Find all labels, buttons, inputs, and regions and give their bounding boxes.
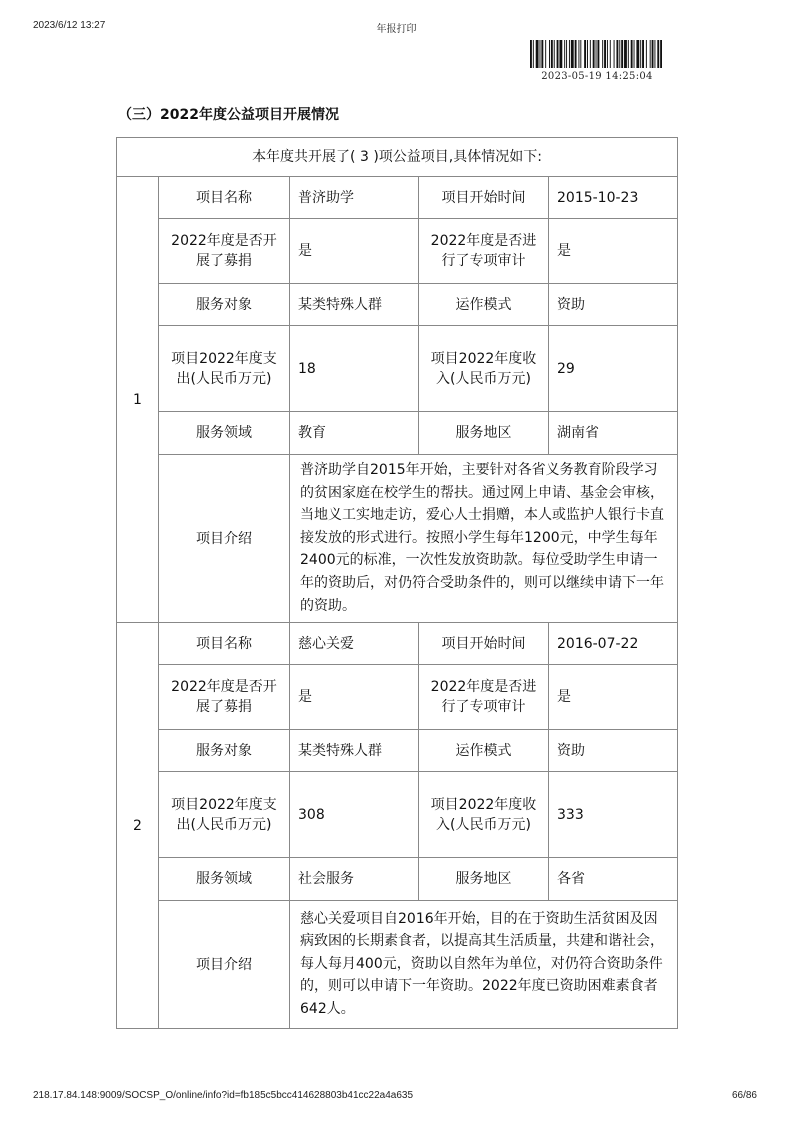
project-number: 1 bbox=[117, 177, 159, 623]
section-title: （三）2022年度公益项目开展情况 bbox=[118, 107, 339, 123]
label-income: 项目2022年度收入(人民币万元) bbox=[419, 326, 549, 412]
page-number: 66/86 bbox=[731, 1090, 757, 1101]
barcode-bar bbox=[593, 40, 595, 68]
barcode-bar bbox=[590, 40, 591, 68]
label-project-intro: 项目介绍 bbox=[159, 901, 290, 1029]
label-expense: 项目2022年度支出(人民币万元) bbox=[159, 326, 290, 412]
income-value: 333 bbox=[549, 772, 678, 858]
barcode-bar bbox=[587, 40, 588, 68]
service-target: 某类特殊人群 bbox=[290, 730, 419, 772]
barcode-bar bbox=[549, 40, 550, 68]
label-audit: 2022年度是否进行了专项审计 bbox=[419, 665, 549, 730]
label-fundraise: 2022年度是否开展了募捐 bbox=[159, 665, 290, 730]
service-field: 社会服务 bbox=[290, 858, 419, 901]
print-title: 年报打印 bbox=[376, 24, 417, 35]
barcode-bar bbox=[624, 40, 627, 68]
income-value: 29 bbox=[549, 326, 678, 412]
project-row bbox=[117, 412, 678, 455]
print-datetime: 2023/6/12 13:27 bbox=[33, 20, 106, 31]
barcode-bar bbox=[564, 40, 565, 68]
barcode-bar bbox=[578, 40, 579, 68]
barcode-bar bbox=[533, 40, 534, 68]
service-field: 教育 bbox=[290, 412, 419, 455]
project-row bbox=[117, 326, 678, 412]
barcode bbox=[530, 40, 662, 68]
operation-mode: 资助 bbox=[549, 284, 678, 326]
label-operation-mode: 运作模式 bbox=[419, 730, 549, 772]
barcode-bar bbox=[545, 40, 546, 68]
barcode-bar bbox=[597, 40, 599, 68]
audit-value: 是 bbox=[549, 665, 678, 730]
project-row bbox=[117, 858, 678, 901]
barcode-bar bbox=[559, 40, 562, 68]
barcode-bar bbox=[607, 40, 608, 68]
label-start-date: 项目开始时间 bbox=[419, 623, 549, 665]
service-target: 某类特殊人群 bbox=[290, 284, 419, 326]
barcode-bar bbox=[652, 40, 654, 68]
label-project-name: 项目名称 bbox=[159, 177, 290, 219]
summary-text: 本年度共开展了( 3 )项公益项目,具体情况如下: bbox=[117, 138, 678, 177]
service-region: 湖南省 bbox=[549, 412, 678, 455]
barcode-bar bbox=[536, 40, 539, 68]
barcode-bar bbox=[541, 40, 543, 68]
project-row bbox=[117, 219, 678, 284]
barcode-bar bbox=[569, 40, 570, 68]
project-name: 慈心关爱 bbox=[290, 623, 419, 665]
label-service-target: 服务对象 bbox=[159, 730, 290, 772]
project-row bbox=[117, 901, 678, 1029]
barcode-bar bbox=[646, 40, 647, 68]
audit-value: 是 bbox=[549, 219, 678, 284]
barcode-bar bbox=[557, 40, 559, 68]
barcode-bar bbox=[619, 40, 620, 68]
barcode-bar bbox=[616, 40, 618, 68]
barcode-bar bbox=[575, 40, 577, 68]
barcode-bar bbox=[530, 40, 532, 68]
barcode-bar bbox=[604, 40, 606, 68]
start-date: 2016-07-22 bbox=[549, 623, 678, 665]
barcode-bar bbox=[628, 40, 629, 68]
barcode-timestamp: 2023-05-19 14:25:04 bbox=[541, 71, 653, 82]
project-row bbox=[117, 665, 678, 730]
project-name: 普济助学 bbox=[290, 177, 419, 219]
label-service-region: 服务地区 bbox=[419, 858, 549, 901]
operation-mode: 资助 bbox=[549, 730, 678, 772]
label-operation-mode: 运作模式 bbox=[419, 284, 549, 326]
project-row bbox=[117, 772, 678, 858]
fundraise-value: 是 bbox=[290, 219, 419, 284]
label-audit: 2022年度是否进行了专项审计 bbox=[419, 219, 549, 284]
label-service-region: 服务地区 bbox=[419, 412, 549, 455]
project-row bbox=[117, 455, 678, 623]
barcode-bar bbox=[657, 40, 659, 68]
label-income: 项目2022年度收入(人民币万元) bbox=[419, 772, 549, 858]
barcode-bar bbox=[554, 40, 555, 68]
project-row bbox=[117, 730, 678, 772]
barcode-bar bbox=[571, 40, 574, 68]
label-service-target: 服务对象 bbox=[159, 284, 290, 326]
label-project-intro: 项目介绍 bbox=[159, 455, 290, 623]
barcode-bar bbox=[540, 40, 541, 68]
expense-value: 18 bbox=[290, 326, 419, 412]
summary-row bbox=[117, 138, 678, 177]
barcode-bar bbox=[642, 40, 644, 68]
project-row bbox=[117, 177, 678, 219]
expense-value: 308 bbox=[290, 772, 419, 858]
label-expense: 项目2022年度支出(人民币万元) bbox=[159, 772, 290, 858]
barcode-bar bbox=[636, 40, 639, 68]
project-row bbox=[117, 284, 678, 326]
barcode-bar bbox=[654, 40, 655, 68]
projects-table bbox=[116, 137, 678, 1029]
project-intro: 慈心关爱项目自2016年开始，目的在于资助生活贫困及因病致困的长期素食者，以提高其生活质量，共建和谐社会，每人每月400元，资助以自然年为单位，对仍符合资助条件的，则可以申请下一年资助。2022年度已资助困难素食者642人。 bbox=[290, 901, 678, 1029]
page-url: 218.17.84.148:9009/SOCSP_O/online/info?id=fb185c5bcc414628803b41cc22a4a635 bbox=[33, 1090, 414, 1101]
barcode-bar bbox=[610, 40, 611, 68]
barcode-bar bbox=[650, 40, 651, 68]
label-service-field: 服务领域 bbox=[159, 858, 290, 901]
barcode-bar bbox=[596, 40, 597, 68]
barcode-bar bbox=[584, 40, 586, 68]
project-row bbox=[117, 623, 678, 665]
barcode-bar bbox=[602, 40, 603, 68]
label-service-field: 服务领域 bbox=[159, 412, 290, 455]
barcode-bar bbox=[634, 40, 635, 68]
barcode-bar bbox=[660, 40, 662, 68]
start-date: 2015-10-23 bbox=[549, 177, 678, 219]
label-fundraise: 2022年度是否开展了募捐 bbox=[159, 219, 290, 284]
barcode-bar bbox=[566, 40, 567, 68]
service-region: 各省 bbox=[549, 858, 678, 901]
label-project-name: 项目名称 bbox=[159, 623, 290, 665]
barcode-bar bbox=[621, 40, 623, 68]
barcode-bar bbox=[580, 40, 581, 68]
project-intro: 普济助学自2015年开始，主要针对各省义务教育阶段学习的贫困家庭在校学生的帮扶。通过网上申请、基金会审核，当地义工实地走访，爱心人士捐赠，本人或监护人银行卡直接发放的形式进行。按照小学生每年1200元，中学生每年2400元的标准，一次性发放资助款。每位受助学生申请一年的资助后，对仍符合受助条件的，则可以继续申请下一年的资助。 bbox=[290, 455, 678, 623]
fundraise-value: 是 bbox=[290, 665, 419, 730]
project-number: 2 bbox=[117, 623, 159, 1029]
label-start-date: 项目开始时间 bbox=[419, 177, 549, 219]
barcode-bar bbox=[640, 40, 641, 68]
barcode-bar bbox=[631, 40, 633, 68]
barcode-bar bbox=[614, 40, 615, 68]
barcode-bar bbox=[551, 40, 553, 68]
